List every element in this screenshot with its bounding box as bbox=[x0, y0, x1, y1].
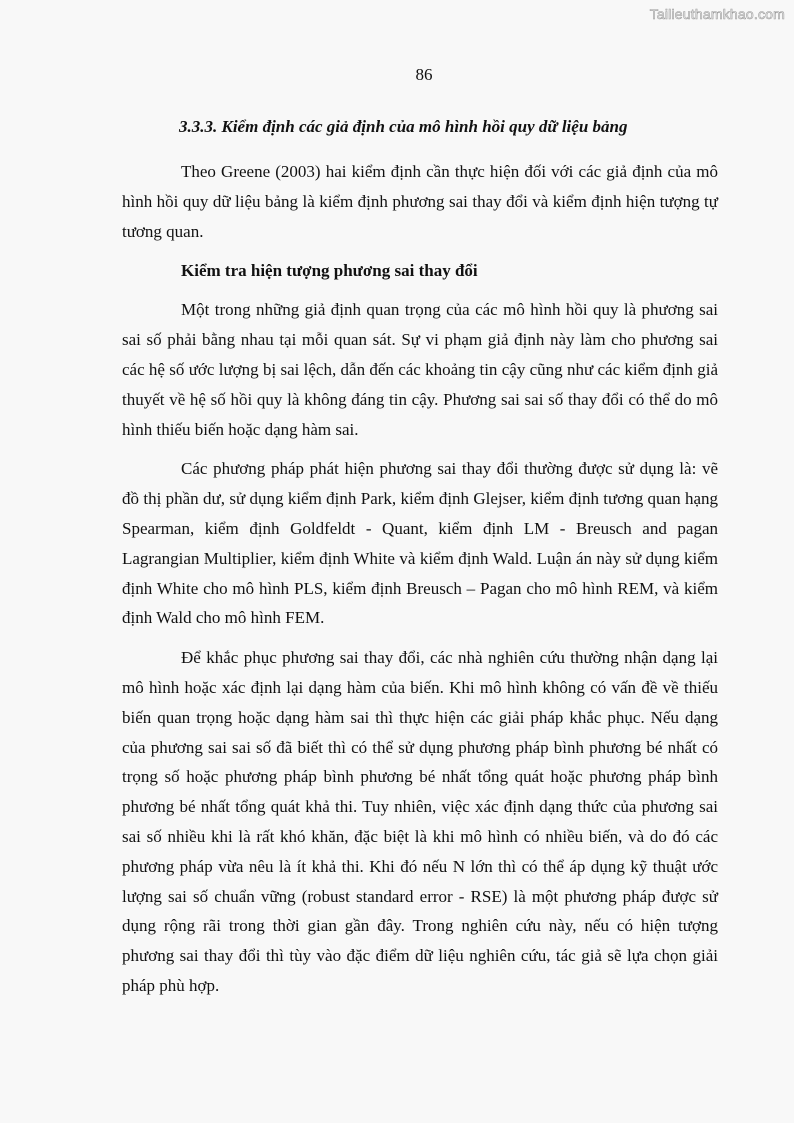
paragraph-remedies: Để khắc phục phương sai thay đổi, các nhà nghiên cứu thường nhận dạng lại mô hình hoặc xác định lại dạng hàm của biến. Khi mô hình không có vấn đề về thiếu biến quan trọng hoặc dạng hàm sai thì thực hiện các giải pháp khắc phục. Nếu dạng của phương sai sai số đã biết thì có thể sử dụng phương pháp bình phương bé nhất có trọng số hoặc phương pháp bình phương bé nhất tổng quát hoặc phương pháp bình phương bé nhất tổng quát khả thi. Tuy nhiên, việc xác định dạng thức của phương sai sai số nhiều khi là rất khó khăn, đặc biệt là khi mô hình có nhiều biến, và do đó các phương pháp vừa nêu là ít khả thi. Khi đó nếu N lớn thì có thể áp dụng kỹ thuật ước lượng sai số chuẩn vững (robust standard error - RSE) là một phương pháp được sử dụng rộng rãi trong thời gian gần đây. Trong nghiên cứu này, nếu có hiện tượng phương sai thay đổi thì tùy vào đặc điểm dữ liệu nghiên cứu, tác giả sẽ lựa chọn giải pháp phù hợp. bbox=[122, 648, 718, 995]
document-body bbox=[122, 112, 718, 1001]
watermark: Tailieuthamkhao.com bbox=[649, 6, 785, 22]
paragraph-detection-methods: Các phương pháp phát hiện phương sai thay đổi thường được sử dụng là: vẽ đồ thị phần dư, sử dụng kiểm định Park, kiểm định Glejser, kiểm định tương quan hạng Spearman, kiểm định Goldfeldt - Quant, kiểm định LM - Breusch and pagan Lagrangian Multiplier, kiểm định White và kiểm định Wald. Luận án này sử dụng kiểm định White cho mô hình PLS, kiểm định Breusch – Pagan cho mô hình REM, và kiểm định Wald cho mô hình FEM. bbox=[122, 459, 718, 628]
paragraph-assumption: Một trong những giả định quan trọng của các mô hình hồi quy là phương sai sai số phải bằng nhau tại mỗi quan sát. Sự vi phạm giả định này làm cho phương sai các hệ số ước lượng bị sai lệch, dẫn đến các khoảng tin cậy cũng như các kiểm định giả thuyết về hệ số hồi quy là không đáng tin cậy. Phương sai sai số thay đổi có thể do mô hình thiếu biến hoặc dạng hàm sai. bbox=[122, 300, 718, 439]
intro-paragraph: Theo Greene (2003) hai kiểm định cần thực hiện đối với các giả định của mô hình hồi quy dữ liệu bảng là kiểm định phương sai thay đổi và kiểm định hiện tượng tự tương quan. bbox=[122, 162, 718, 241]
page-number: 86 bbox=[415, 65, 433, 84]
section-title: 3.3.3. Kiểm định các giả định của mô hình hồi quy dữ liệu bảng bbox=[179, 117, 628, 136]
subsection-heading: Kiểm tra hiện tượng phương sai thay đổi bbox=[181, 261, 478, 281]
